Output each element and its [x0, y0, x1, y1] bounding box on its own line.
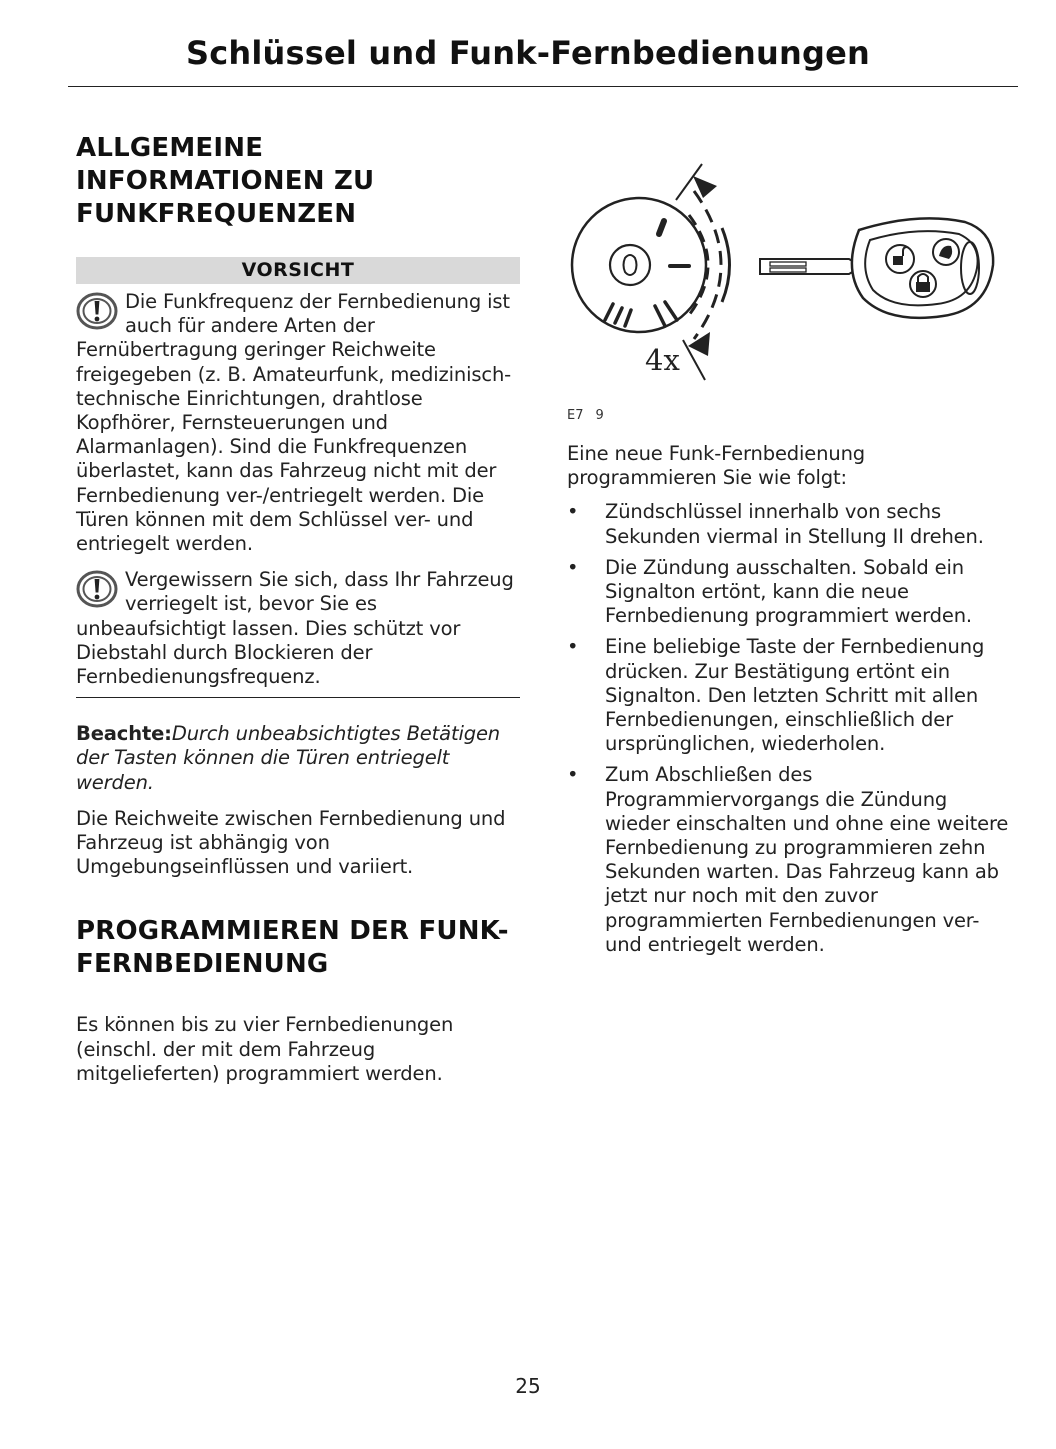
list-item: • Zum Abschließen des Programmiervorgangs die Zündung wieder einschalten und ohne eine weitere Fernbedienung zu programmieren zehn Sekunden warten. Das Fahrzeug kann ab jetzt nur noch mit den zuvor programmierten Fernbedienungen ver- und entriegelt werden. — [567, 763, 1009, 956]
rotation-arc-solid — [722, 228, 730, 302]
section-heading-programming: PROGRAMMIEREN DER FUNK-FERNBEDIENUNG — [76, 916, 509, 980]
list-item: • Die Zündung ausschalten. Sobald ein Signalton ertönt, kann die neue Fernbedienung programmiert werden. — [567, 555, 972, 628]
arrow-down-icon — [688, 332, 710, 356]
figure-code-a: E7 — [567, 408, 584, 423]
warning-text-2: Vergewissern Sie sich, dass Ihr Fahrzeug verriegelt ist, bevor Sie es unbeaufsichtigt lassen. Dies schützt vor Diebstahl durch Blockieren der Fernbedienungsfrequenz. — [76, 568, 514, 689]
repeat-count-label: 4x — [645, 343, 680, 377]
note-text: Durch unbeabsichtigtes Betätigen der Tasten können die Türen entriegelt werden. — [76, 722, 501, 794]
count-paragraph: Es können bis zu vier Fernbedienungen (einschl. der mit dem Fahrzeug mitgelieferten) programmiert werden. — [76, 1013, 454, 1085]
warning-block-2 — [76, 568, 520, 689]
bullet: • — [567, 635, 579, 659]
bullet: • — [567, 500, 579, 524]
warning-text-1: Die Funkfrequenz der Fernbedienung ist auch für andere Arten der Fernübertragung geringer Reichweite freigegeben (z. B. Amateurfunk, medizinisch-technische Einrichtungen, drahtlose Kopfhörer, Fernsteuerungen und Alarmanlagen). Sind die Funkfrequenzen überlastet, kann das Fahrzeug nicht mit der Fernbedienung ver-/entriegelt werden. Die Türen können mit dem Schlüssel ver- und entriegelt werden. — [76, 290, 512, 556]
figure-code — [567, 408, 1017, 424]
warning-block-1 — [76, 290, 520, 556]
left-column — [76, 132, 520, 1086]
list-item: • Eine beliebige Taste der Fernbedienung drücken. Zur Bestätigung ertönt ein Signalton. Den letzten Schritt mit allen Fernbedienungen, einschließlich der ursprünglichen, wiederholen. — [567, 635, 985, 756]
bullet: • — [567, 555, 579, 579]
note-paragraph — [76, 722, 520, 795]
bullet: • — [567, 763, 579, 787]
right-column — [567, 160, 1017, 964]
page-title: Schlüssel und Funk-Fernbedienungen — [185, 34, 870, 72]
caution-header: VORSICHT — [76, 257, 520, 284]
page-number: 25 — [515, 1374, 541, 1398]
section-heading-radio-frequencies: ALLGEMEINE INFORMATIONEN ZU FUNKFREQUENZEN — [76, 133, 375, 229]
warning-exclamation-icon — [76, 290, 118, 332]
caution-end-rule — [76, 697, 520, 698]
ignition-remote-figure — [567, 160, 1017, 388]
remote-fob-icon — [852, 218, 993, 317]
programming-intro: Eine neue Funk-Fernbedienung programmieren Sie wie folgt: — [567, 442, 866, 490]
ignition-remote-illustration — [567, 160, 1017, 388]
warning-exclamation-icon — [76, 568, 118, 610]
figure-code-b: 9 — [595, 408, 604, 423]
title-rule — [68, 86, 1018, 87]
range-paragraph: Die Reichweite zwischen Fernbedienung und Fahrzeug ist abhängig von Umgebungseinflüssen und variiert. — [76, 806, 506, 879]
list-item: • Zündschlüssel innerhalb von sechs Sekunden viermal in Stellung II drehen. — [567, 500, 984, 548]
note-label: Beachte: — [76, 722, 172, 746]
programming-steps-list — [567, 500, 1017, 957]
